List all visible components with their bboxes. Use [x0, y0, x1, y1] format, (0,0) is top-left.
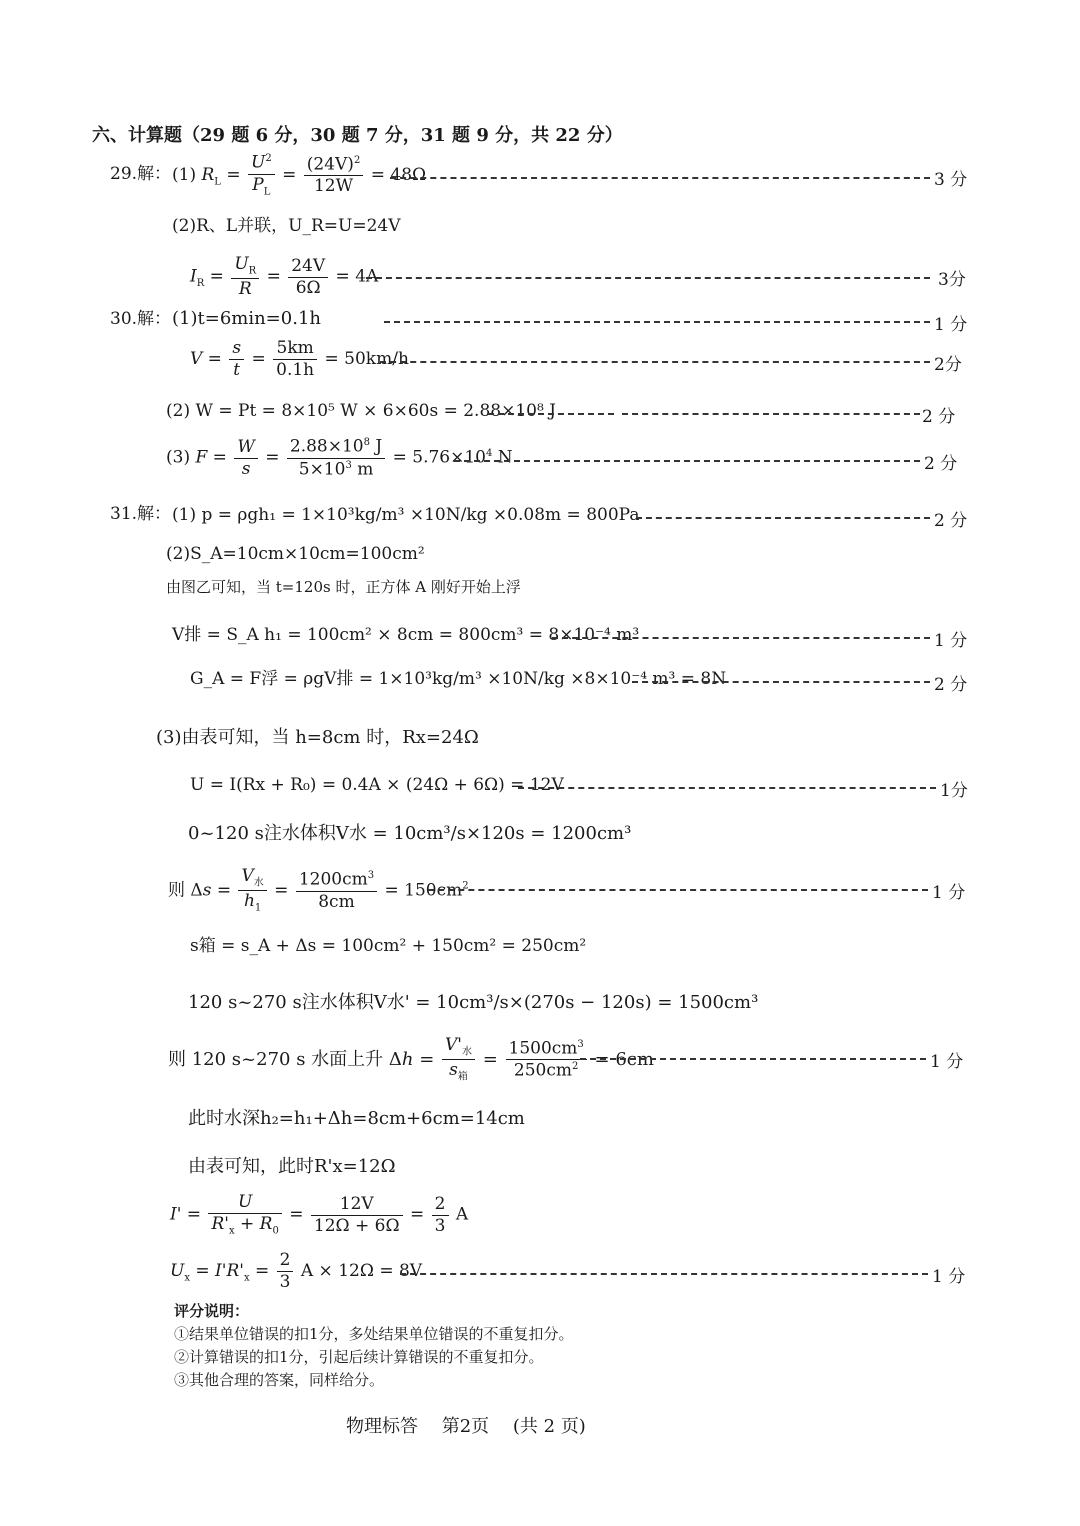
q30-s1-score: 1 分: [934, 315, 968, 335]
q31-i-prime: I' = $\frac{U}{R'_x + R_0}$ = $\frac{12V}{12\Omega + 6\Omega}$ = $\frac{2}{3}$ A: [170, 1192, 469, 1237]
notes-item: ①结果单位错误的扣1分，多处结果单位错误的不重复扣分。: [174, 1325, 574, 1343]
q31-s1-score: 2 分: [934, 511, 968, 531]
q31-step-2: (2)S_A=10cm×10cm=100cm²: [166, 544, 425, 564]
q29-label: 29.解：: [110, 164, 172, 184]
score-leader: [636, 517, 930, 519]
q29-s1-score: 3 分: [934, 170, 968, 190]
q31-depth: 此时水深h₂=h₁+Δh=8cm+6cm=14cm: [188, 1108, 525, 1129]
score-leader: [632, 681, 930, 683]
q31-delta-h: 则 120 s~270 s 水面上升 Δh = $\frac{V'_水}{s_箱}$ = $\frac{1500cm^3}{250cm^2}$ = 6cm: [168, 1035, 654, 1083]
score-leader: [400, 1273, 928, 1275]
q30-s3-score: 2 分: [924, 454, 958, 474]
q31-step-3: (3)由表可知，当 h=8cm 时，Rx=24Ω: [156, 727, 479, 748]
q29-s2-score: 3分: [938, 270, 966, 290]
q31-ux-score: 1 分: [932, 1267, 966, 1287]
q30-formula-f: (3) F = $\frac{W}{s}$ = $\frac{2.88\times 10^8 J}{5\times 10^3 m}$ = $5.76\times 10^4$ N: [166, 436, 513, 480]
score-leader: [390, 177, 930, 179]
q31-s-xiang: s箱 = s_A + Δs = 100cm² + 150cm² = 250cm²: [190, 936, 587, 956]
score-leader: [580, 1058, 926, 1060]
q31-v-pai: V排 = S_A h₁ = 100cm² × 8cm = 800cm³ = 8×10⁻⁴ m³: [172, 625, 640, 645]
q31-table-note: 由表可知，此时R'x=12Ω: [188, 1156, 396, 1177]
q30-formula-v: V = $\frac{s}{t}$ = $\frac{5km}{0.1h}$ = 50km/h: [190, 338, 409, 380]
q31-delta-h-prefix: 则 120 s~270 s 水面上升: [168, 1048, 384, 1070]
notes-title: 评分说明：: [174, 1302, 250, 1320]
q31-u-eq: U = I(Rx + R₀) = 0.4A × (24Ω + 6Ω) = 12V: [190, 775, 564, 795]
score-leader: [380, 361, 930, 363]
q31-ds-score: 1 分: [932, 883, 966, 903]
q31-vol-1: 0~120 s注水体积V水 = 10cm³/s×120s = 1200cm³: [188, 823, 632, 844]
page-footer: 物理标答 第2页 (共 2 页): [346, 1416, 586, 1437]
q31-g-a-score: 2 分: [934, 675, 968, 695]
q29-formula-1: (1) $R_L$ = $\frac{U^2}{P_L}$ = $\frac{(24V)^2}{12W}$ = 48Ω: [172, 152, 427, 198]
q30-s2-score: 2 分: [922, 407, 956, 427]
notes-item: ③其他合理的答案，同样给分。: [174, 1371, 385, 1389]
q30-step-1: (1)t=6min=0.1h: [172, 308, 321, 329]
q29-step-2: (2)R、L并联，U_R=U=24V: [172, 216, 401, 236]
q30-s1b-score: 2分: [934, 355, 962, 375]
q31-ux: $U_x = I'R'_x$ = $\frac{2}{3}$ A × 12Ω = 8V: [170, 1250, 423, 1292]
score-leader: [428, 889, 928, 891]
score-leader: [518, 787, 936, 789]
notes-item: ②计算错误的扣1分，引起后续计算错误的不重复扣分。: [174, 1348, 544, 1366]
score-leader: [384, 321, 930, 323]
q31-v-pai-score: 1 分: [934, 631, 968, 651]
score-leader: [488, 413, 614, 415]
q31-vol-2: 120 s~270 s注水体积V水' = 10cm³/s×(270s − 120s) = 1500cm³: [188, 992, 759, 1013]
q31-dh-score: 1 分: [930, 1052, 964, 1072]
score-leader: [552, 637, 930, 639]
section-title: 六、计算题（29 题 6 分，30 题 7 分，31 题 9 分，共 22 分）: [92, 125, 623, 146]
score-leader: [454, 460, 920, 462]
q31-u-score: 1分: [940, 781, 968, 801]
q31-step-1: (1) p = ρgh₁ = 1×10³kg/m³ ×10N/kg ×0.08m = 800Pa: [172, 505, 640, 525]
q30-step-2: (2) W = Pt = 8×10⁵ W × 6×60s = 2.88×10⁸ J: [166, 401, 556, 421]
score-leader: [622, 413, 920, 415]
q31-label: 31.解：: [110, 504, 172, 524]
q31-delta-s: 则 Δs = $\frac{V_水}{h_1}$ = $\frac{1200cm^3}{8cm}$ = $150cm^2$: [168, 866, 469, 914]
q31-step-2-note: 由图乙可知，当 t=120s 时，正方体 A 刚好开始上浮: [166, 578, 521, 596]
q31-g-a: G_A = F浮 = ρgV排 = 1×10³kg/m³ ×10N/kg ×8×10⁻⁴ m³ = 8N: [190, 669, 727, 689]
q30-label: 30.解：: [110, 309, 172, 329]
q29-formula-2: $I_R$ = $\frac{U_R}{R}$ = $\frac{24V}{6\Omega}$ = 4A: [190, 254, 379, 300]
score-leader: [366, 277, 930, 279]
